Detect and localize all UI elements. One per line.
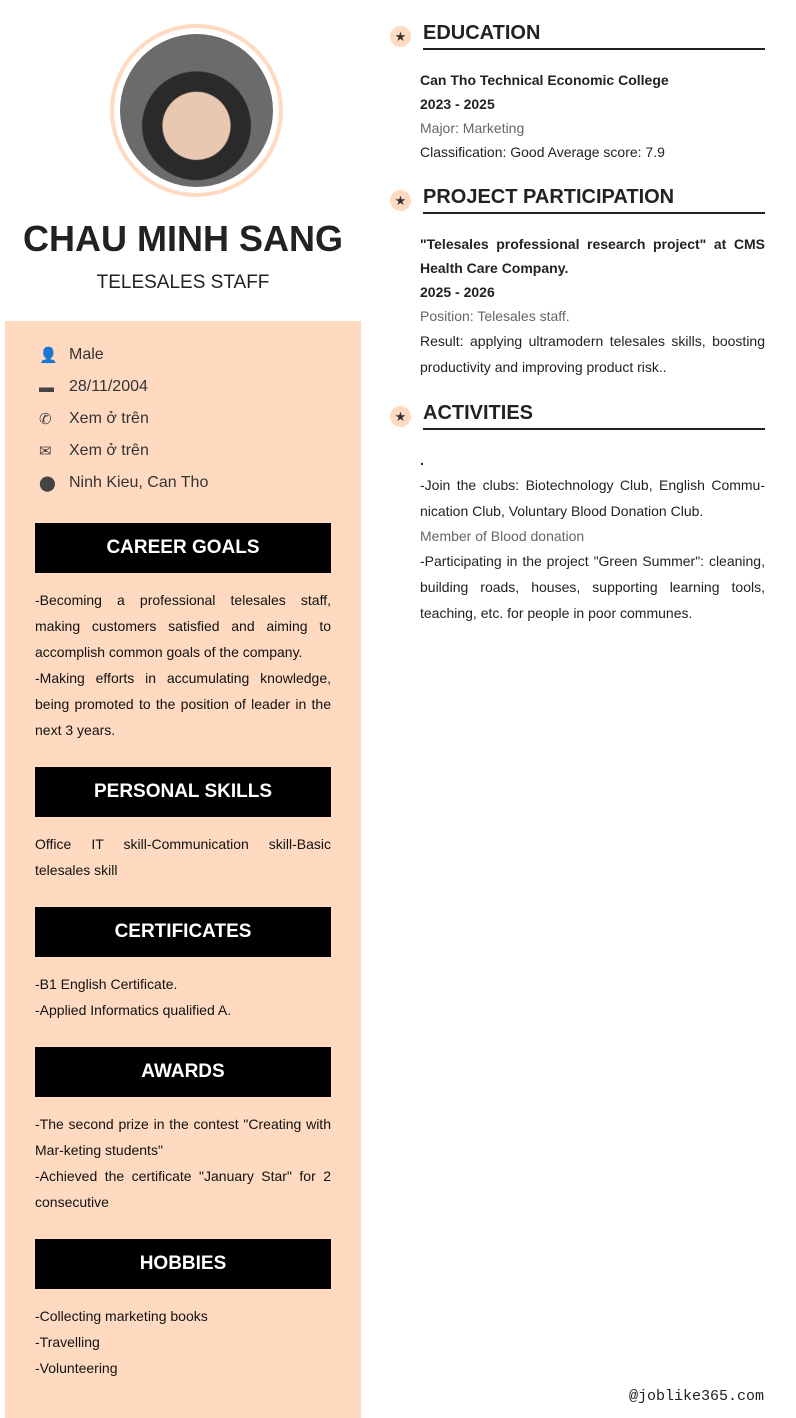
section-line: -Travelling (35, 1334, 100, 1350)
project-header: ★ PROJECT PARTICIPATION (390, 186, 765, 214)
person-icon: 👤 (39, 347, 58, 364)
info-item: ✆ Xem ở trên (39, 410, 149, 428)
email-icon: ✉ (39, 443, 52, 460)
section-line: -Collecting marketing books (35, 1308, 208, 1324)
avatar (110, 24, 283, 197)
education-body: Can Tho Technical Economic College 2023 - 2025 Major: Marketing Classification: Good Average score: 7.9 (420, 72, 669, 160)
calendar-icon: ▬ (39, 378, 54, 396)
activities-body: . -Join the clubs: Biotechnology Club, English Commu-nication Club, Voluntary Blood Donation Club. Member of Blood donation -Participating in the project "Green Summer": cleaning, building roads, houses, supporting learning tools, teaching, etc. for people in poor communes. (420, 452, 765, 621)
education-header: ★ EDUCATION (390, 22, 765, 50)
activities-header: ★ ACTIVITIES (390, 402, 765, 430)
job-title: TELESALES STAFF (96, 272, 270, 293)
section-line: -Becoming a professional telesales staff, making customers satisfied and aiming to accomplish common goals of the company. (35, 592, 331, 660)
section-line: Office IT skill-Communication skill-Basic telesales skill (35, 836, 331, 878)
section-title: AWARDS (35, 1047, 331, 1097)
section-hobbies (35, 1239, 331, 1381)
info-item: ✉ Xem ở trên (39, 442, 149, 460)
section-line: -Volunteering (35, 1360, 118, 1376)
section-title: CERTIFICATES (35, 907, 331, 957)
candidate-name: CHAU MINH SANG (23, 218, 343, 259)
section-line: -Achieved the certificate "January Star" for 2 consecutive (35, 1168, 331, 1210)
section-career-goals (35, 523, 331, 743)
left-sidebar (5, 321, 361, 1418)
location-icon: ⬤ (39, 475, 56, 492)
info-item: ▬ 28/11/2004 (39, 378, 148, 396)
project-body: "Telesales professional research project" at CMS Health Care Company. 2025 - 2026 Position: Telesales staff. Result: applying ultramodern telesales skills, boosting productivity and improving product risk.. (420, 236, 765, 375)
main-content (390, 22, 765, 648)
section-line: -Making efforts in accumulating knowledge, being promoted to the position of leader in the next 3 years. (35, 670, 331, 738)
star-icon: ★ (390, 190, 411, 211)
section-title: HOBBIES (35, 1239, 331, 1289)
phone-icon: ✆ (39, 411, 52, 428)
info-item: ⬤ Ninh Kieu, Can Tho (39, 474, 209, 492)
section-personal-skills (35, 767, 331, 883)
section-title: CAREER GOALS (35, 523, 331, 573)
section-line: -The second prize in the contest "Creating with Mar-keting students" (35, 1116, 331, 1158)
section-awards (35, 1047, 331, 1215)
section-line: -Applied Informatics qualified A. (35, 1002, 232, 1018)
section-certificates (35, 907, 331, 1023)
star-icon: ★ (390, 406, 411, 427)
star-icon: ★ (390, 26, 411, 47)
section-line: -B1 English Certificate. (35, 976, 178, 992)
personal-info (35, 339, 331, 499)
section-title: PERSONAL SKILLS (35, 767, 331, 817)
footer-watermark: @joblike365.com (628, 1388, 764, 1405)
profile-header (5, 0, 361, 321)
info-item: 👤 Male (39, 346, 104, 364)
